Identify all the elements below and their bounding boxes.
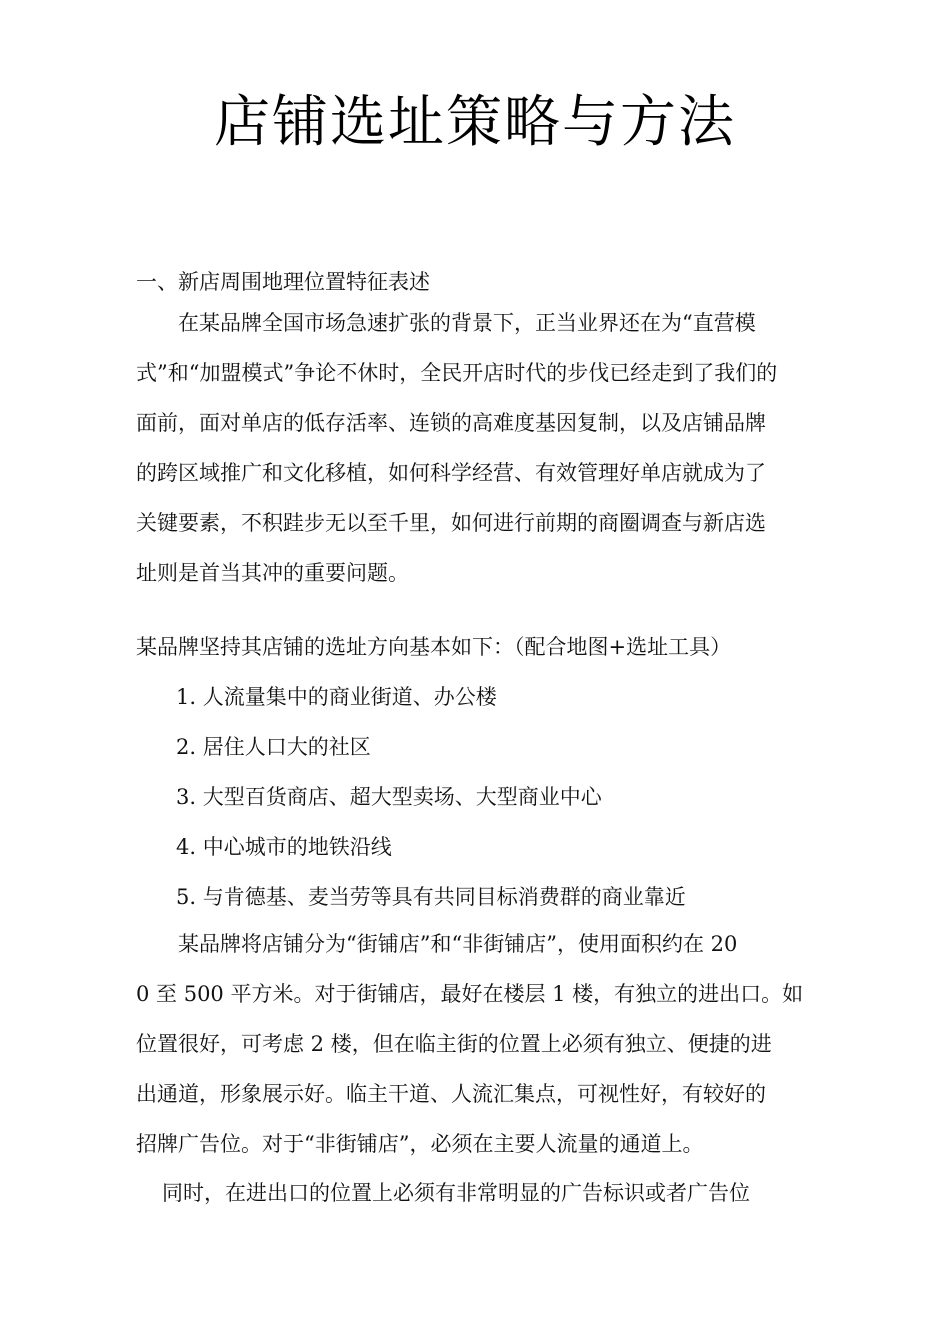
paragraph-1 — [136, 298, 826, 598]
paragraph-line: 关键要素，不积跬步无以至千里，如何进行前期的商圈调查与新店选 — [136, 511, 766, 535]
paragraph-2 — [136, 919, 826, 1169]
list-item: 2. 居住人口大的社区 — [176, 735, 371, 759]
paragraph-line: 0 至 500 平方米。对于街铺店，最好在楼层 1 楼，有独立的进出口。如 — [136, 982, 804, 1006]
paragraph-line: 出通道，形象展示好。临主干道、人流汇集点，可视性好，有较好的 — [136, 1082, 766, 1106]
list-item: 1. 人流量集中的商业街道、办公楼 — [176, 685, 497, 709]
paragraph-3: 同时，在进出口的位置上必须有非常明显的广告标识或者广告位 — [162, 1181, 750, 1205]
paragraph-line: 位置很好，可考虑 2 楼，但在临主街的位置上必须有独立、便捷的进 — [136, 1032, 772, 1056]
list-item: 3. 大型百货商店、超大型卖场、大型商业中心 — [176, 785, 602, 809]
paragraph-line: 面前，面对单店的低存活率、连锁的高难度基因复制，以及店铺品牌 — [136, 411, 766, 435]
paragraph-line: 的跨区域推广和文化移植，如何科学经营、有效管理好单店就成为了 — [136, 461, 766, 485]
paragraph-line: 址则是首当其冲的重要问题。 — [136, 561, 409, 585]
direction-list — [176, 672, 826, 922]
paragraph-line: 在某品牌全国市场急速扩张的背景下，正当业界还在为“直营模 — [178, 311, 756, 335]
paragraph-line: 招牌广告位。对于“非街铺店”，必须在主要人流量的通道上。 — [136, 1132, 704, 1156]
paragraph-line: 式”和“加盟模式”争论不休时，全民开店时代的步伐已经走到了我们的 — [136, 361, 778, 385]
direction-intro: 某品牌坚持其店铺的选址方向基本如下：（配合地图+选址工具） — [136, 635, 732, 659]
document-title: 店铺选址策略与方法 — [214, 90, 736, 155]
list-item: 4. 中心城市的地铁沿线 — [176, 835, 392, 859]
section-heading: 一、新店周围地理位置特征表述 — [136, 270, 430, 294]
paragraph-line: 某品牌将店铺分为“街铺店”和“非街铺店”，使用面积约在 20 — [178, 932, 738, 956]
list-item: 5. 与肯德基、麦当劳等具有共同目标消费群的商业靠近 — [176, 885, 686, 909]
